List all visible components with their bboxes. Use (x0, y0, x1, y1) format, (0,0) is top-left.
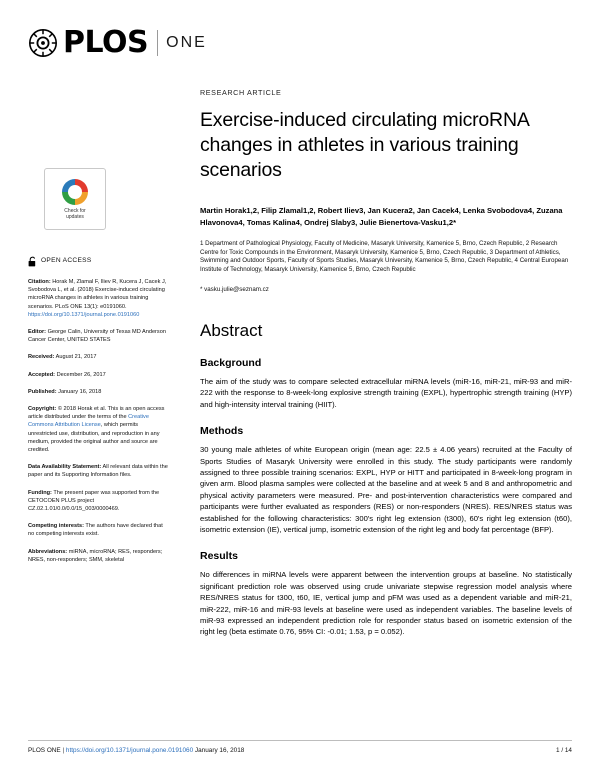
section-text-methods: 30 young male athletes of white European origin (mean age: 22.5 ± 4.06 years) recruited at the Faculty of Sports Studies of Masaryk University were enrolled in this study. The study participants were randomly assigned to three possible training scenarios: EXPL, HYP or HITT and participated in 8-week-long program in given arm. Blood plasma samples were collected at the baseline and at week 5 and 8 and anthropometric and physical activity parameters were measured. Pre- and post-intervention characteristics were compared and participants were further evaluated as responders (RES) or non-responders (NRES). RES/NRES status was established for the following characteristics: 300's right leg extension (t300), 60's right leg extension (t60), isometric extension (IE), vertical jump, isometric extension of the right leg and body fat percentage (BFP). (200, 445, 572, 535)
citation-label: Citation: (28, 279, 51, 285)
copyright-label: Copyright: (28, 406, 57, 413)
crossmark-icon (62, 179, 88, 205)
accepted-block (28, 371, 168, 379)
affiliations: 1 Department of Pathological Physiology, Faculty of Medicine, Masaryk University, Kamenice 5, Brno, Czech Republic, 2 Research Centre for Toxic Compounds in the Environment, Masaryk University, Kamenice 5, Brno, Czech Republic, 3 Department of Athletics, Swimming and Outdoor Sports, Faculty of Sports Studies, Masaryk University, Kamenice 5, Brno, Czech Republic, 4 Central European Institute of Technology, Masaryk University, Kamenice 5, Brno, Czech Republic (200, 240, 569, 273)
copyright-block (28, 405, 168, 454)
footer-page-number: 1 / 14 (556, 747, 572, 754)
data-availability-text: All relevant data within the paper and its Supporting Information files. (28, 464, 168, 479)
funding-block (28, 489, 168, 514)
plos-logo[interactable] (28, 26, 207, 60)
footer-doi-link[interactable]: https://doi.org/10.1371/journal.pone.0191060 (65, 747, 194, 754)
section-heading-results: Results (200, 550, 238, 563)
logo-divider (157, 30, 158, 56)
published-block (28, 388, 168, 396)
abbreviations-block (28, 548, 168, 564)
competing-interests-block (28, 522, 168, 538)
crossmark-line2: updates (66, 213, 84, 220)
citation-text: Horak M, Zlamal F, Iliev R, Kucera J, Cacek J, Svobodova L, et al. (2018) Exercise-induced circulating microRNA changes in athletes in various training scenarios. PLoS ONE 13(1): e0191060. (28, 279, 167, 310)
open-access-badge (28, 256, 168, 267)
published-date: January 16, 2018 (56, 388, 102, 395)
page-title: Exercise-induced circulating microRNA changes in athletes in various training scenarios (200, 109, 529, 181)
footer-journal: PLOS ONE (28, 747, 61, 754)
published-label: Published: (28, 388, 57, 395)
crossmark-line1: Check for (64, 207, 86, 214)
received-block (28, 353, 168, 361)
open-access-label: OPEN ACCESS (41, 257, 92, 265)
copyright-text-2: , which permits unrestricted use, distribution, and reproduction in any medium, provided the original author and source are credited. (28, 422, 160, 454)
page-footer (28, 740, 572, 754)
section-heading-methods: Methods (200, 425, 244, 438)
copyright-text-1: © 2018 Horak et al. This is an open access article distributed under the terms of the (28, 406, 165, 421)
accepted-label: Accepted: (28, 371, 56, 378)
accepted-date: December 26, 2017 (55, 371, 106, 378)
open-lock-icon (28, 256, 37, 267)
abstract-heading: Abstract (200, 320, 263, 340)
received-date: August 21, 2017 (54, 354, 97, 361)
section-text-background: The aim of the study was to compare selected extracellular miRNA levels (miR-16, miR-21, miR-93 and miR-222 with the response to 8-week-long explosive strength training (EXPL), hypertrophic strength training (HYP) and high-intensity interval training (HIIT). (200, 376, 572, 409)
article-type-label: RESEARCH ARTICLE (200, 88, 282, 97)
data-availability-block (28, 463, 168, 479)
competing-interests-text: The authors have declared that no competing interests exist. (28, 523, 163, 538)
funding-text: The present paper was supported from the CETOCOEN PLUS project CZ.02.1.01/0.0/0.0/15_003/0000469. (28, 489, 160, 513)
received-label: Received: (28, 354, 55, 361)
crossmark-badge[interactable] (44, 168, 106, 230)
plos-wordmark: PLOS (63, 25, 149, 60)
abbreviations-text: miRNA, microRNA; RES, responders; NRES, non-responders; SMM, skeletal (28, 548, 163, 563)
footer-separator: | (62, 747, 65, 754)
funding-label: Funding: (28, 489, 52, 496)
editor-text: George Calin, University of Texas MD Anderson Cancer Center, UNITED STATES (28, 329, 166, 344)
citation-doi-link[interactable]: https://doi.org/10.1371/journal.pone.0191060 (28, 311, 140, 318)
sidebar-metadata (28, 168, 168, 573)
editor-block (28, 328, 168, 344)
abbreviations-label: Abbreviations: (28, 548, 68, 555)
footer-date: January 16, 2018 (194, 747, 245, 754)
license-link[interactable]: Creative Commons Attribution License (28, 414, 149, 429)
data-availability-label: Data Availability Statement: (28, 464, 102, 471)
section-heading-background: Background (200, 356, 262, 369)
article-main (200, 88, 572, 653)
citation-block (28, 278, 168, 319)
competing-interests-label: Competing interests: (28, 523, 84, 530)
editor-label: Editor: (28, 329, 47, 336)
section-text-results: No differences in miRNA levels were apparent between the intervention groups at baseline. No statistically significant prediction role was observed using crude univariate stepwise regression model analysis where RES/NRES status for t300, t60, IE, vertical jump and pFM was used as a dependent variable and miR-21, miR-222, miR-16 and miR-93 levels at baseline were used as independent variables. The baseline levels of miR-93 expressed an independent prediction role for responder status based on isometric extension of the right leg (beta estimate 0.76, 95% CI: -0.01; 1.53, p = 0.052). (200, 570, 572, 637)
author-list: Martin Horak1,2, Filip Zlamal1,2, Robert Iliev3, Jan Kucera2, Jan Cacek4, Lenka Svobodova4, Zuzana Hlavonova4, Tomas Kalina4, Ondrej Slaby3, Julie Bienertova-Vasku1,2* (200, 206, 563, 227)
journal-name: ONE (166, 34, 207, 51)
plos-sun-icon (28, 28, 58, 58)
corresponding-author-email: * vasku.julie@seznam.cz (200, 286, 269, 294)
